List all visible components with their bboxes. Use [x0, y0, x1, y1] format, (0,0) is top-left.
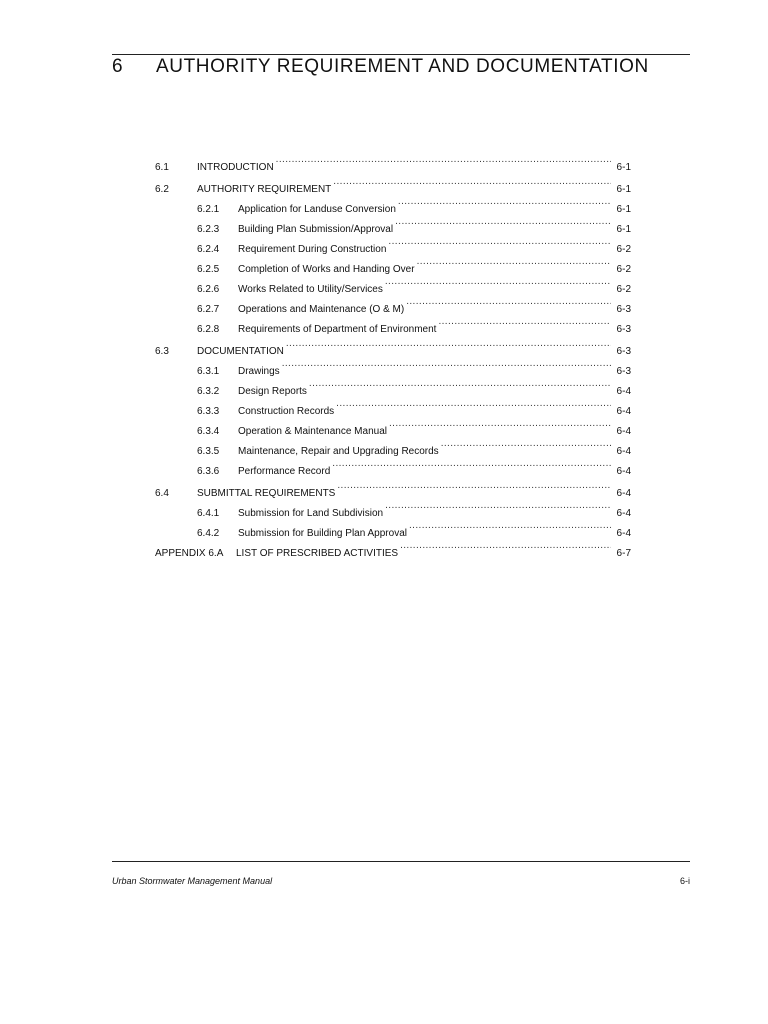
toc-entry[interactable] — [155, 192, 631, 215]
toc-entry-number: 6.4.1 — [197, 508, 220, 519]
toc-entry-page: 6-7 — [616, 548, 631, 559]
toc-entry-number: 6.2.4 — [197, 244, 220, 255]
toc-dot-leader — [438, 312, 611, 332]
toc-entry-title: Drawings — [238, 366, 280, 377]
toc-entry-title: Application for Landuse Conversion — [238, 204, 396, 215]
toc-entry-page: 6-2 — [616, 264, 631, 275]
toc-entry-number: 6.2.3 — [197, 224, 220, 235]
toc-entry[interactable] — [155, 292, 631, 315]
toc-entry-title: Building Plan Submission/Approval — [238, 224, 394, 235]
toc-entry-page: 6-4 — [616, 466, 631, 477]
toc-dot-leader — [400, 536, 611, 556]
toc-entry-number: 6.2.8 — [197, 324, 220, 335]
toc-entry[interactable] — [155, 536, 631, 559]
chapter-number: 6 — [112, 56, 124, 77]
toc-entry-page: 6-3 — [616, 346, 631, 357]
toc-dot-leader — [282, 354, 611, 374]
toc-entry-title: Requirements of Department of Environment — [238, 324, 437, 335]
toc-entry-page: 6-1 — [616, 184, 631, 195]
toc-entry[interactable] — [155, 212, 631, 235]
toc-entry-title: Design Reports — [238, 386, 307, 397]
toc-entry-page: 6-3 — [616, 304, 631, 315]
toc-entry[interactable] — [155, 374, 631, 397]
toc-entry-title: Performance Record — [238, 466, 331, 477]
toc-entry-title: Operation & Maintenance Manual — [238, 426, 387, 437]
toc-entry-number: 6.2.7 — [197, 304, 220, 315]
chapter-title: AUTHORITY REQUIREMENT AND DOCUMENTATION — [156, 56, 649, 77]
footer-rule — [112, 861, 690, 862]
toc-entry[interactable] — [155, 434, 631, 457]
toc-entry-number: 6.3.5 — [197, 446, 220, 457]
toc-entry-title: Submission for Building Plan Approval — [238, 528, 407, 539]
toc-entry-number: 6.3.1 — [197, 366, 220, 377]
toc-entry[interactable] — [155, 172, 631, 195]
toc-entry-page: 6-4 — [616, 488, 631, 499]
toc-entry[interactable] — [155, 334, 631, 357]
toc-entry[interactable] — [155, 394, 631, 417]
toc-entry-title: DOCUMENTATION — [197, 346, 284, 357]
toc-entry-number: 6.3.2 — [197, 386, 220, 397]
toc-entry-page: 6-1 — [616, 224, 631, 235]
toc-entry[interactable] — [155, 150, 631, 173]
toc-entry-number: 6.1 — [155, 162, 169, 173]
toc-dot-leader — [398, 192, 611, 212]
toc-entry[interactable] — [155, 516, 631, 539]
toc-entry[interactable] — [155, 454, 631, 477]
toc-entry-page: 6-2 — [616, 244, 631, 255]
toc-entry-title: Completion of Works and Handing Over — [238, 264, 415, 275]
toc-entry-number: APPENDIX 6.A — [155, 548, 224, 559]
footer-page-number: 6-i — [679, 876, 690, 886]
toc-dot-leader — [385, 272, 611, 292]
toc-dot-leader — [309, 374, 611, 394]
toc-entry-title: Submission for Land Subdivision — [238, 508, 384, 519]
toc-entry-title: Maintenance, Repair and Upgrading Records — [238, 446, 439, 457]
toc-entry[interactable] — [155, 312, 631, 335]
table-of-contents — [155, 150, 631, 559]
toc-entry[interactable] — [155, 414, 631, 437]
toc-entry-number: 6.3.3 — [197, 406, 220, 417]
toc-dot-leader — [406, 292, 611, 312]
toc-entry-page: 6-4 — [616, 406, 631, 417]
toc-entry-number: 6.4.2 — [197, 528, 220, 539]
toc-entry-number: 6.2.5 — [197, 264, 220, 275]
toc-entry-title: INTRODUCTION — [197, 162, 274, 173]
toc-dot-leader — [389, 414, 611, 434]
chapter-heading — [112, 56, 690, 78]
toc-entry-page: 6-3 — [616, 366, 631, 377]
toc-entry-number: 6.2.1 — [197, 204, 220, 215]
toc-entry-title: SUBMITTAL REQUIREMENTS — [197, 488, 336, 499]
toc-dot-leader — [332, 454, 611, 474]
toc-entry[interactable] — [155, 496, 631, 519]
toc-dot-leader — [336, 394, 611, 414]
toc-entry-number: 6.4 — [155, 488, 169, 499]
toc-entry-title: Requirement During Construction — [238, 244, 387, 255]
toc-entry[interactable] — [155, 232, 631, 255]
toc-dot-leader — [417, 252, 611, 272]
toc-dot-leader — [409, 516, 611, 536]
toc-entry-number: 6.3.6 — [197, 466, 220, 477]
header-rule — [112, 54, 690, 55]
toc-dot-leader — [388, 232, 611, 252]
toc-entry-number: 6.3.4 — [197, 426, 220, 437]
toc-entry-page: 6-4 — [616, 386, 631, 397]
toc-entry[interactable] — [155, 252, 631, 275]
toc-entry-page: 6-3 — [616, 324, 631, 335]
toc-entry-title: AUTHORITY REQUIREMENT — [197, 184, 332, 195]
toc-entry-page: 6-4 — [616, 528, 631, 539]
toc-entry[interactable] — [155, 354, 631, 377]
toc-entry-number: 6.3 — [155, 346, 169, 357]
toc-entry-page: 6-1 — [616, 204, 631, 215]
toc-entry-page: 6-1 — [616, 162, 631, 173]
toc-dot-leader — [286, 334, 611, 354]
toc-entry[interactable] — [155, 476, 631, 499]
toc-entry-number: 6.2 — [155, 184, 169, 195]
toc-entry[interactable] — [155, 272, 631, 295]
toc-dot-leader — [385, 496, 611, 516]
toc-dot-leader — [333, 172, 611, 192]
toc-dot-leader — [395, 212, 611, 232]
toc-entry-title: LIST OF PRESCRIBED ACTIVITIES — [236, 548, 399, 559]
toc-entry-number: 6.2.6 — [197, 284, 220, 295]
toc-entry-title: Works Related to Utility/Services — [238, 284, 383, 295]
toc-dot-leader — [276, 150, 611, 170]
toc-entry-page: 6-4 — [616, 426, 631, 437]
toc-entry-title: Operations and Maintenance (O & M) — [238, 304, 405, 315]
toc-dot-leader — [441, 434, 611, 454]
toc-entry-page: 6-2 — [616, 284, 631, 295]
toc-dot-leader — [337, 476, 611, 496]
toc-entry-title: Construction Records — [238, 406, 335, 417]
toc-entry-page: 6-4 — [616, 508, 631, 519]
toc-entry-page: 6-4 — [616, 446, 631, 457]
footer-manual-title: Urban Stormwater Management Manual — [112, 876, 273, 886]
